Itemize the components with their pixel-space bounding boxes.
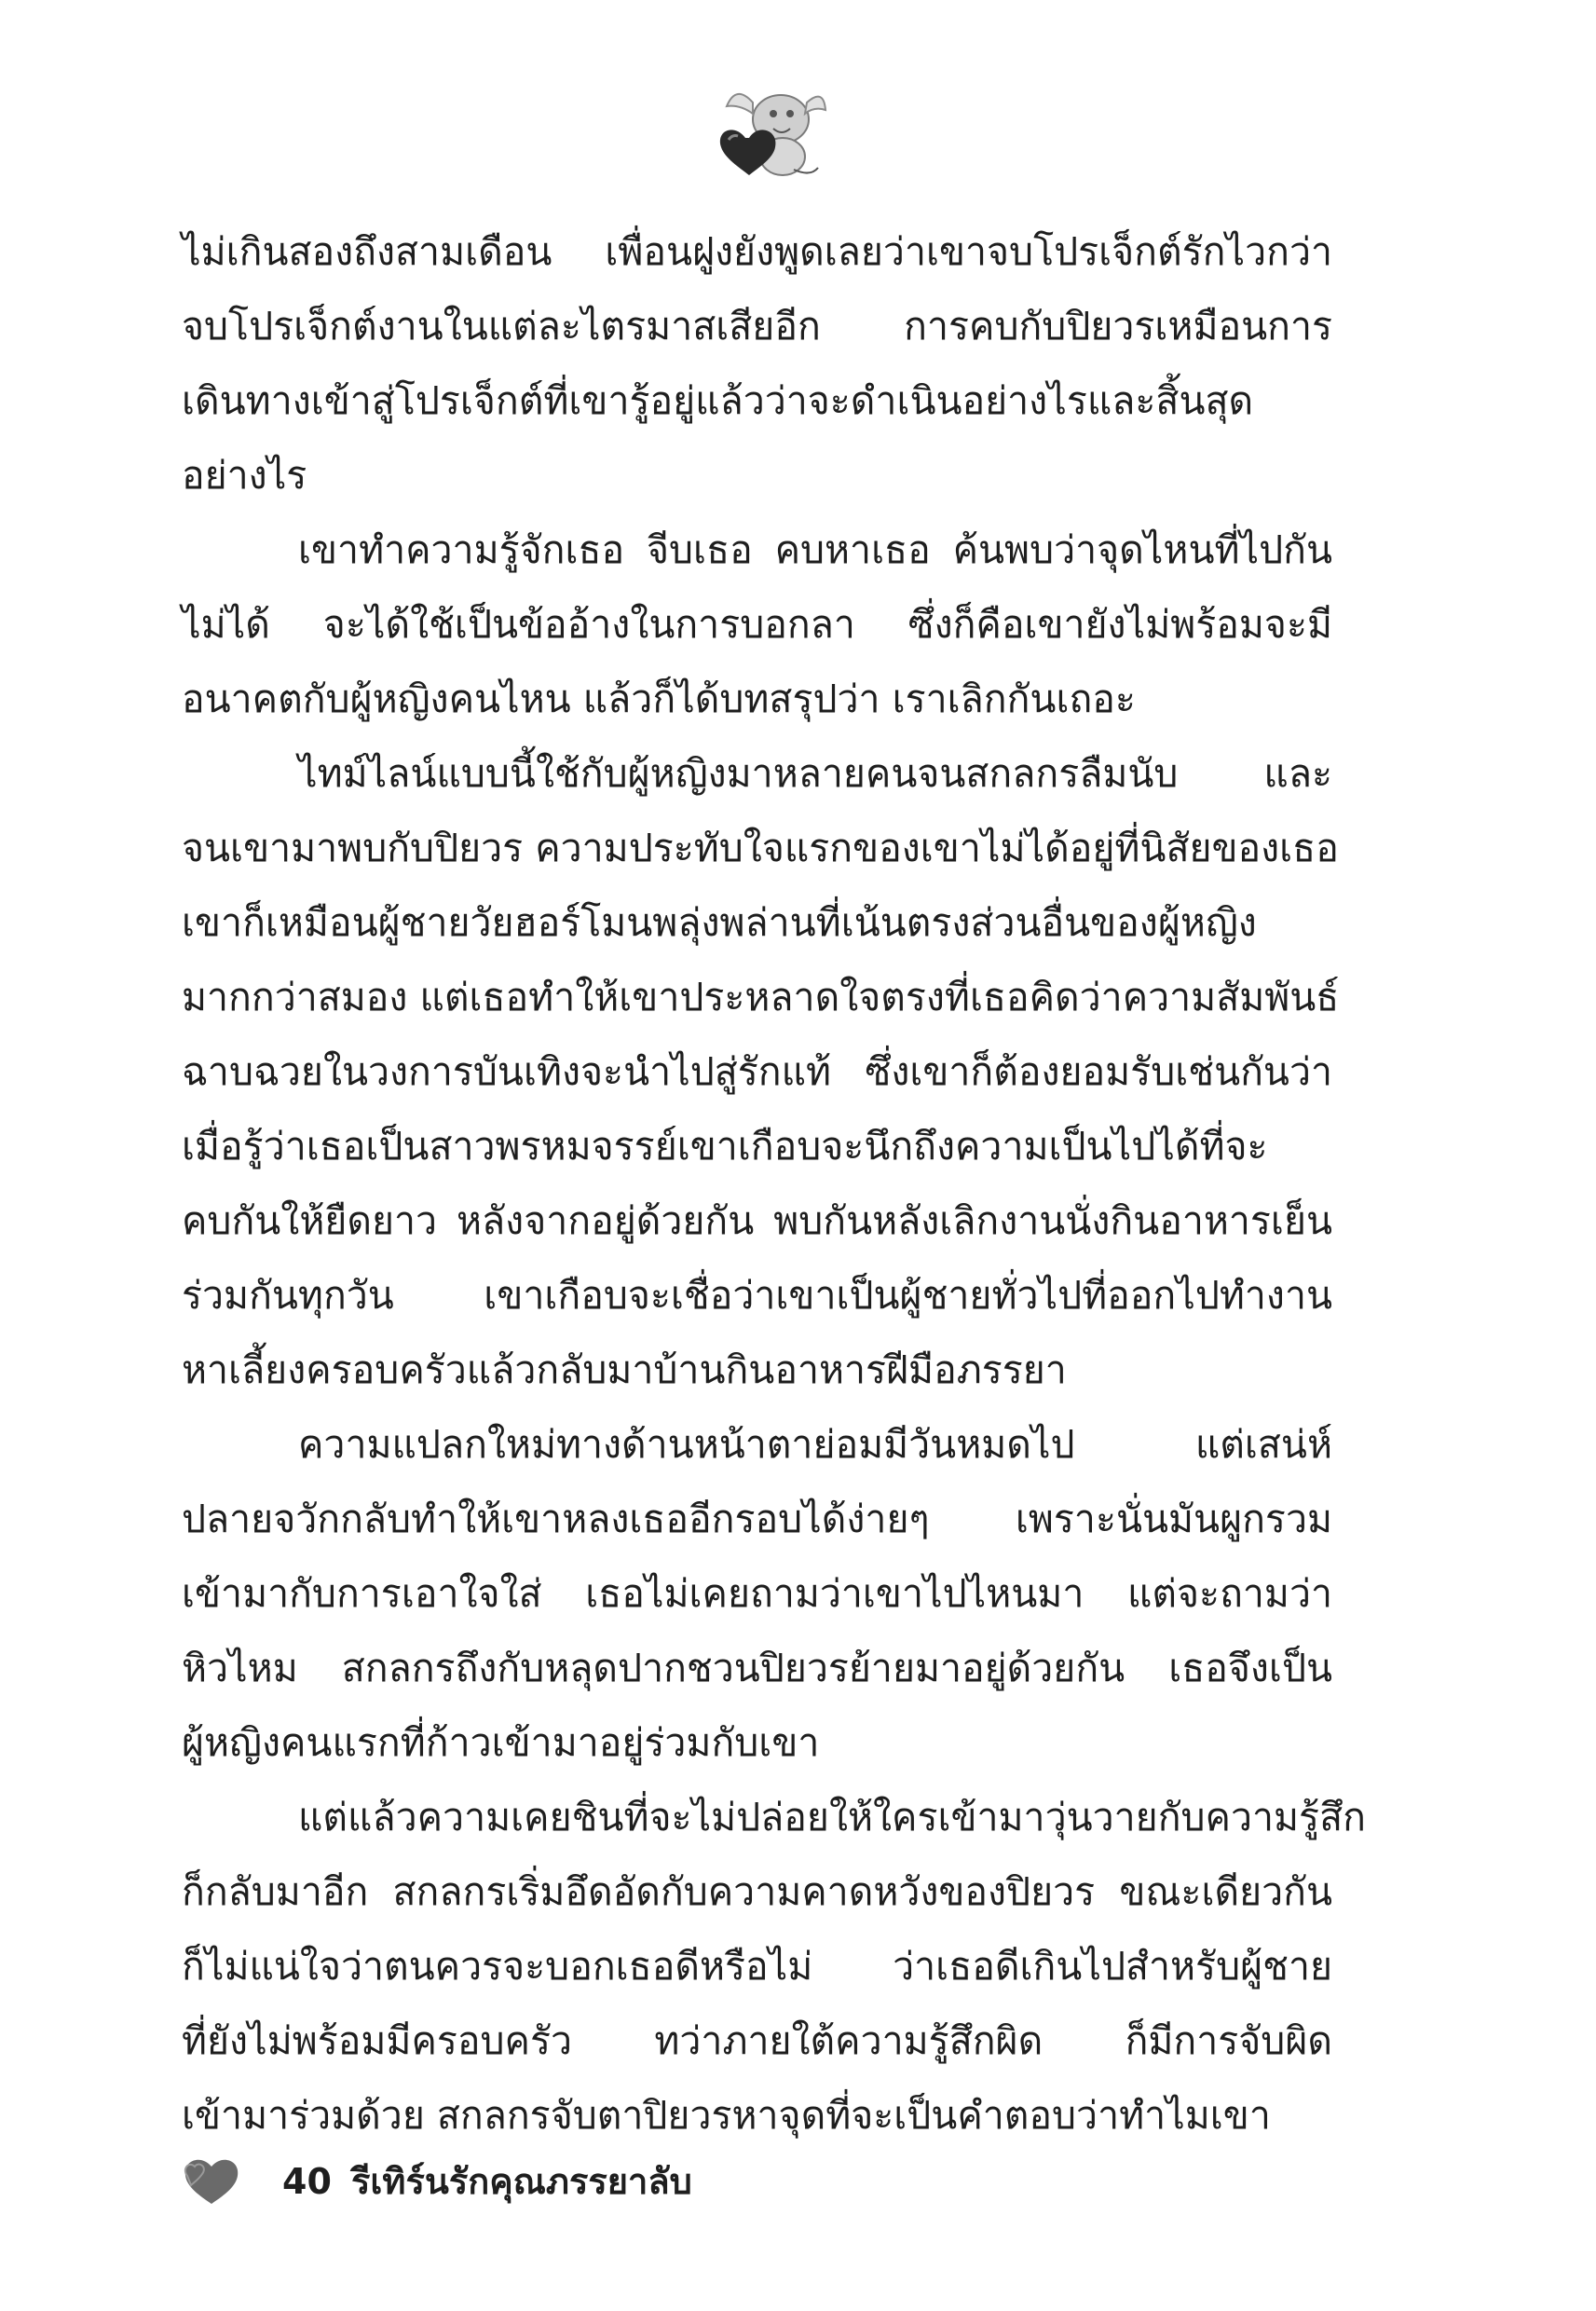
paragraph xyxy=(182,513,1332,736)
text-line: เดินทางเข้าสู่โปรเจ็กต์ที่เขารู้อยู่แล้วว่าจะดำเนินอย่างไรและสิ้นสุด xyxy=(182,378,1254,423)
body-text xyxy=(182,214,1366,2153)
text-line: ก็กลับมาอีก สกลกรเริ่มอึดอัดกับความคาดหวังของปิยวร ขณะเดียวกัน xyxy=(182,1869,1332,1914)
page-number: 40 xyxy=(282,2161,332,2202)
text-line: คบกันให้ยืดยาว หลังจากอยู่ด้วยกัน พบกันหลังเลิกงานนั่งกินอาหารเย็น xyxy=(182,1198,1332,1243)
text-line: ความแปลกใหม่ทางด้านหน้าตาย่อมมีวันหมดไป แต่เสน่ห์ xyxy=(298,1422,1332,1467)
paragraph xyxy=(182,736,1340,1407)
page-footer xyxy=(182,2148,1020,2222)
text-line: หาเลี้ยงครอบครัวแล้วกลับมาบ้านกินอาหารฝีมือภรรยา xyxy=(182,1347,1067,1392)
text-line: เข้ามากับการเอาใจใส่ เธอไม่เคยถามว่าเขาไปไหนมา แต่จะถามว่า xyxy=(182,1571,1332,1616)
text-line: เขาทำความรู้จักเธอ จีบเธอ คบหาเธอ ค้นพบว่าจุดไหนที่ไปกัน xyxy=(298,527,1332,572)
text-line: มากกว่าสมอง แต่เธอทำให้เขาประหลาดใจตรงที่เธอคิดว่าความสัมพันธ์ xyxy=(182,975,1340,1019)
text-line: ที่ยังไม่พร้อมมีครอบครัว ทว่าภายใต้ความรู้สึกผิด ก็มีการจับผิด xyxy=(182,2018,1332,2063)
text-line: จบโปรเจ็กต์งานในแต่ละไตรมาสเสียอีก การคบกับปิยวรเหมือนการ xyxy=(182,304,1332,349)
text-line: อนาคตกับผู้หญิงคนไหน แล้วก็ได้บทสรุปว่า เราเลิกกันเถอะ xyxy=(182,677,1136,721)
text-line: เมื่อรู้ว่าเธอเป็นสาวพรหมจรรย์เขาเกือบจะนึกถึงความเป็นไปได้ที่จะ xyxy=(182,1124,1268,1169)
book-title: รีเทิร์นรักคุณภรรยาลับ xyxy=(351,2161,692,2202)
text-line: ผู้หญิงคนแรกที่ก้าวเข้ามาอยู่ร่วมกับเขา xyxy=(182,1720,820,1765)
heart-icon xyxy=(182,2155,241,2208)
text-line: ไทม์ไลน์แบบนี้ใช้กับผู้หญิงมาหลายคนจนสกลกรลืมนับ และ xyxy=(298,751,1332,796)
text-line: ก็ไม่แน่ใจว่าตนควรจะบอกเธอดีหรือไม่ ว่าเธอดีเกินไปสำหรับผู้ชาย xyxy=(182,1944,1332,1989)
cupid-heart-icon xyxy=(708,65,829,186)
paragraph xyxy=(182,214,1332,513)
text-line: ปลายจวักกลับทำให้เขาหลงเธออีกรอบได้ง่ายๆ เพราะนั่นมันผูกรวม xyxy=(182,1497,1332,1541)
text-line: ร่วมกันทุกวัน เขาเกือบจะเชื่อว่าเขาเป็นผู้ชายทั่วไปที่ออกไปทำงาน xyxy=(182,1273,1332,1318)
text-line: แต่แล้วความเคยชินที่จะไม่ปล่อยให้ใครเข้ามาวุ่นวายกับความรู้สึก xyxy=(298,1795,1366,1839)
paragraph xyxy=(182,1780,1366,2153)
text-line: ไม่เกินสองถึงสามเดือน เพื่อนฝูงยังพูดเลยว่าเขาจบโปรเจ็กต์รักไวกว่า xyxy=(182,229,1332,274)
text-line: เขาก็เหมือนผู้ชายวัยฮอร์โมนพลุ่งพล่านที่เน้นตรงส่วนอื่นของผู้หญิง xyxy=(182,900,1257,945)
text-line: จนเขามาพบกับปิยวร ความประทับใจแรกของเขาไม่ได้อยู่ที่นิสัยของเธอ xyxy=(182,826,1339,870)
text-line: เข้ามาร่วมด้วย สกลกรจับตาปิยวรหาจุดที่จะเป็นคำตอบว่าทำไมเขา xyxy=(182,2093,1271,2138)
paragraph xyxy=(182,1407,1332,1780)
text-line: ฉาบฉวยในวงการบันเทิงจะนำไปสู่รักแท้ ซึ่งเขาก็ต้องยอมรับเช่นกันว่า xyxy=(182,1049,1332,1094)
text-line: ไม่ได้ จะได้ใช้เป็นข้ออ้างในการบอกลา ซึ่งก็คือเขายังไม่พร้อมจะมี xyxy=(182,602,1332,647)
text-line: หิวไหม สกลกรถึงกับหลุดปากชวนปิยวรย้ายมาอยู่ด้วยกัน เธอจึงเป็น xyxy=(182,1646,1332,1690)
text-line: อย่างไร xyxy=(182,453,307,498)
